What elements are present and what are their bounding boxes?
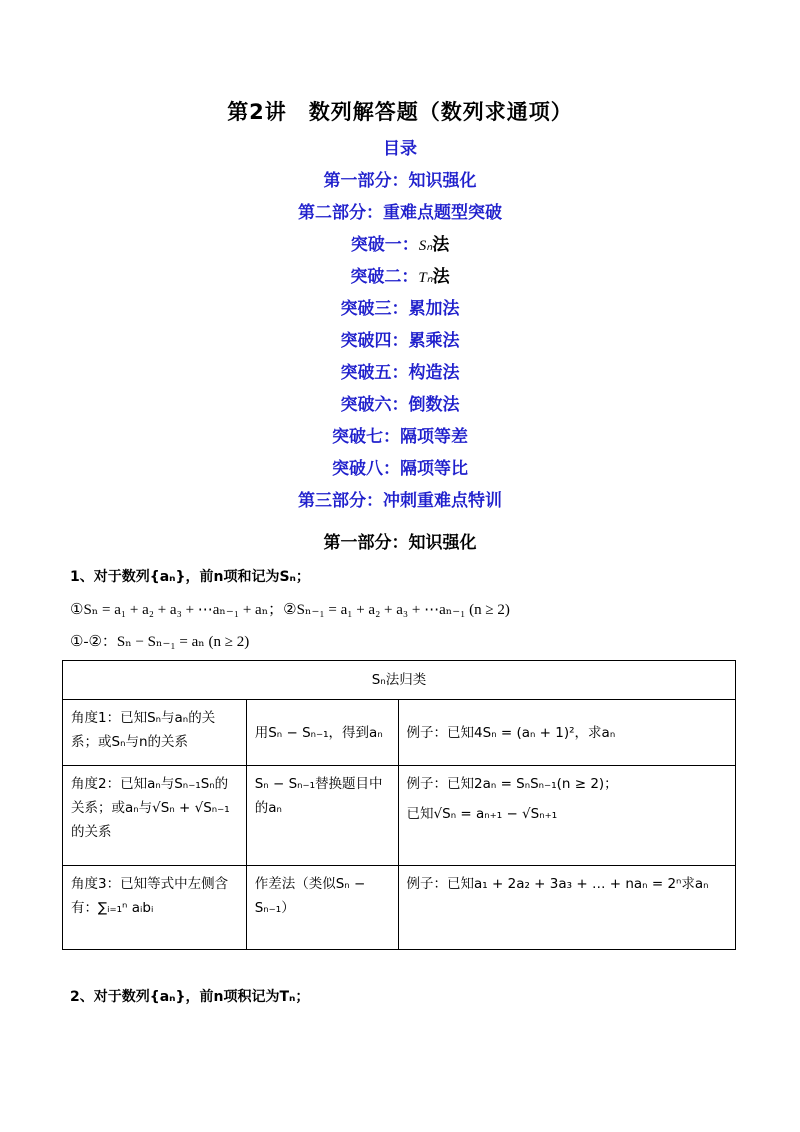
toc-item-prefix: 突破一： (350, 235, 419, 255)
toc-item-suffix: 法 (432, 267, 450, 287)
table-cell-example (398, 700, 735, 766)
sn-method-table (62, 660, 736, 950)
toc-item-prefix: 突破二： (350, 267, 419, 287)
table-cell-method: 作差法（类似Sₙ − Sₙ₋₁） (246, 866, 398, 950)
example-line: 例子：已知a₁ + 2a₂ + 3a₃ + … + naₙ = 2ⁿ求aₙ (406, 876, 709, 892)
table-cell-method: 用Sₙ − Sₙ₋₁，得到aₙ (246, 700, 398, 766)
table-header-row (63, 661, 736, 700)
formula-2: ①-②：Sₙ − Sₙ₋₁ = aₙ (n ≥ 2) (70, 634, 250, 650)
point-2 (70, 986, 309, 1006)
table-cell-angle: 角度2：已知aₙ与Sₙ₋₁Sₙ的关系；或aₙ与√Sₙ + √Sₙ₋₁的关系 (63, 766, 247, 866)
example-line: 例子：已知4Sₙ = (aₙ + 1)²，求aₙ (406, 724, 616, 741)
table-row (63, 866, 736, 950)
table-cell-angle: 角度1：已知Sₙ与aₙ的关系；或Sₙ与n的关系 (63, 700, 247, 766)
point-1 (70, 566, 310, 586)
section-heading: 第一部分：知识强化 (323, 533, 477, 553)
example-line: 例子：已知2aₙ = SₙSₙ₋₁(n ≥ 2)； (406, 776, 618, 792)
toc-item-breakthrough-6: 突破六：倒数法 (340, 395, 460, 415)
toc-item-breakthrough-4: 突破四：累乘法 (340, 331, 460, 351)
toc-item-suffix: 法 (432, 235, 450, 255)
toc-item-part2: 第二部分：重难点题型突破 (298, 203, 502, 223)
table-cell-example (398, 866, 735, 950)
table-cell-example (398, 766, 735, 866)
toc-heading: 目录 (383, 139, 417, 159)
point-1-text: 1、对于数列{aₙ}，前n项和记为Sₙ； (70, 569, 310, 585)
table-cell-angle: 角度3：已知等式中左侧含有：∑ᵢ₌₁ⁿ aᵢbᵢ (63, 866, 247, 950)
table-of-contents (0, 133, 800, 517)
toc-item-breakthrough-8: 突破八：隔项等比 (332, 459, 468, 479)
toc-item-part3: 第三部分：冲刺重难点特训 (298, 491, 502, 511)
table-header: Sₙ法归类 (63, 661, 736, 700)
toc-item-breakthrough-5: 突破五：构造法 (340, 363, 460, 383)
toc-item-breakthrough-3: 突破三：累加法 (340, 299, 460, 319)
toc-item-part1: 第一部分：知识强化 (323, 171, 477, 191)
toc-item-breakthrough-7: 突破七：隔项等差 (332, 427, 468, 447)
toc-item-breakthrough-1 (0, 229, 800, 261)
formula-1: ①Sₙ = a₁ + a₂ + a₃ + ⋯aₙ₋₁ + aₙ；②Sₙ₋₁ = a₁ + a₂ + a₃ + ⋯aₙ₋₁ (n ≥ 2) (70, 602, 510, 618)
toc-item-math: Tₙ (418, 270, 433, 286)
table-row (63, 766, 736, 866)
table-cell-method: Sₙ − Sₙ₋₁替换题目中的aₙ (246, 766, 398, 866)
table-row (63, 700, 736, 766)
toc-item-breakthrough-2 (0, 261, 800, 293)
example-line-2: 已知√Sₙ = aₙ₊₁ − √Sₙ₊₁ (406, 806, 558, 822)
toc-item-math: Sₙ (418, 238, 433, 254)
page-title: 第2讲 数列解答题（数列求通项） (227, 100, 573, 124)
point-2-text: 2、对于数列{aₙ}，前n项积记为Tₙ； (70, 989, 310, 1005)
